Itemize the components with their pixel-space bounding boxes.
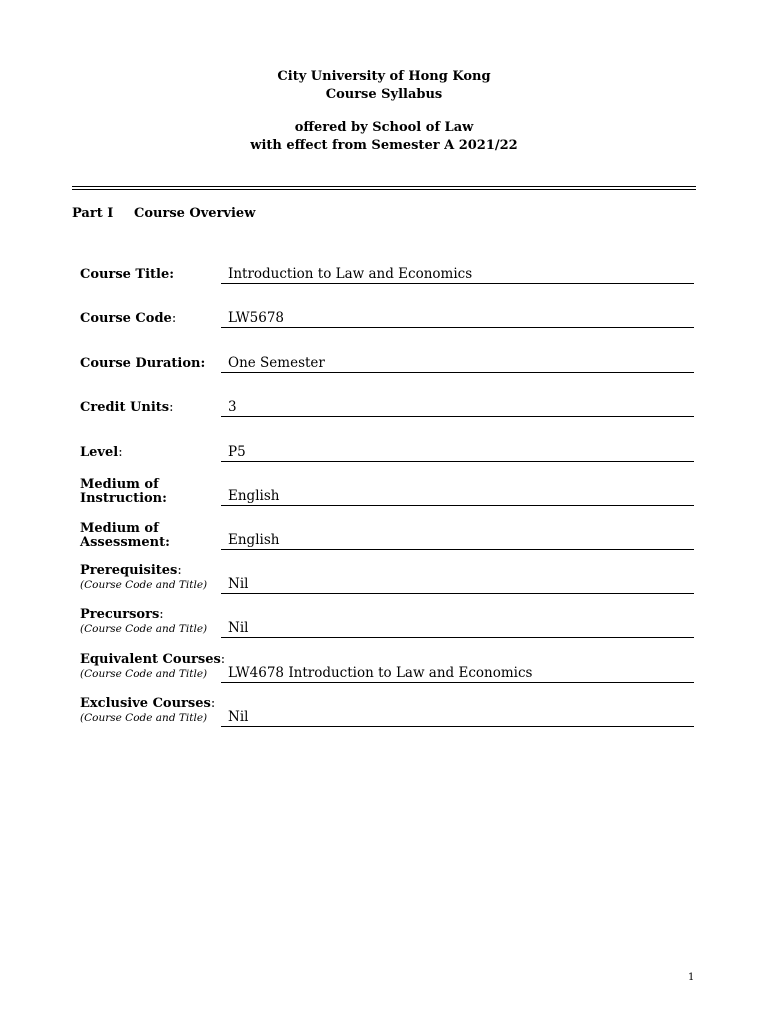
university-name: City University of Hong Kong: [277, 69, 491, 84]
exclusive-courses-row: [0, 697, 768, 731]
prerequisites-value: Nil: [221, 576, 694, 594]
medium-assessment-label: Medium of Assessment:: [80, 521, 170, 550]
course-code-row: [0, 310, 768, 344]
credit-units-row: [0, 399, 768, 433]
part-title: Course Overview: [134, 206, 256, 221]
effective-date: with effect from Semester A 2021/22: [250, 138, 518, 153]
medium-instruction-value: English: [221, 488, 694, 506]
course-title-label: Course Title:: [80, 267, 175, 282]
exclusive-courses-value: Nil: [221, 709, 694, 727]
offered-by: offered by School of Law: [294, 120, 474, 135]
medium-instruction-row: [0, 478, 768, 512]
prerequisites-row: [0, 564, 768, 598]
equivalent-courses-label: Equivalent Courses: (Course Code and Title): [80, 652, 226, 680]
part-number: Part I: [72, 206, 114, 221]
course-duration-value: One Semester: [221, 355, 694, 373]
header-divider-bottom: [72, 189, 696, 190]
precursors-note: (Course Code and Title): [80, 623, 208, 635]
course-duration-label: Course Duration:: [80, 356, 206, 371]
course-duration-row: [0, 355, 768, 389]
exclusive-courses-note: (Course Code and Title): [80, 712, 208, 724]
medium-instruction-label: Medium of Instruction:: [80, 477, 167, 506]
level-value: P5: [221, 444, 694, 462]
credit-units-label: Credit Units:: [80, 400, 174, 415]
medium-assessment-row: [0, 522, 768, 556]
course-title-value: Introduction to Law and Economics: [221, 266, 694, 284]
equivalent-courses-row: [0, 653, 768, 687]
page-number: 1: [688, 972, 695, 983]
header-divider-top: [72, 186, 696, 187]
equivalent-courses-note: (Course Code and Title): [80, 668, 208, 680]
document-type: Course Syllabus: [325, 87, 443, 102]
exclusive-courses-label: Exclusive Courses: (Course Code and Title): [80, 696, 216, 724]
medium-assessment-value: English: [221, 532, 694, 550]
course-code-value: LW5678: [221, 310, 694, 328]
precursors-value: Nil: [221, 620, 694, 638]
credit-units-value: 3: [221, 399, 694, 417]
precursors-label: Precursors: (Course Code and Title): [80, 607, 208, 635]
level-row: [0, 444, 768, 478]
course-code-label: Course Code:: [80, 311, 177, 326]
level-label: Level:: [80, 445, 123, 460]
equivalent-courses-value: LW4678 Introduction to Law and Economics: [221, 665, 694, 683]
precursors-row: [0, 608, 768, 642]
prerequisites-label: Prerequisites: (Course Code and Title): [80, 563, 208, 591]
prerequisites-note: (Course Code and Title): [80, 579, 208, 591]
course-title-row: [0, 266, 768, 300]
